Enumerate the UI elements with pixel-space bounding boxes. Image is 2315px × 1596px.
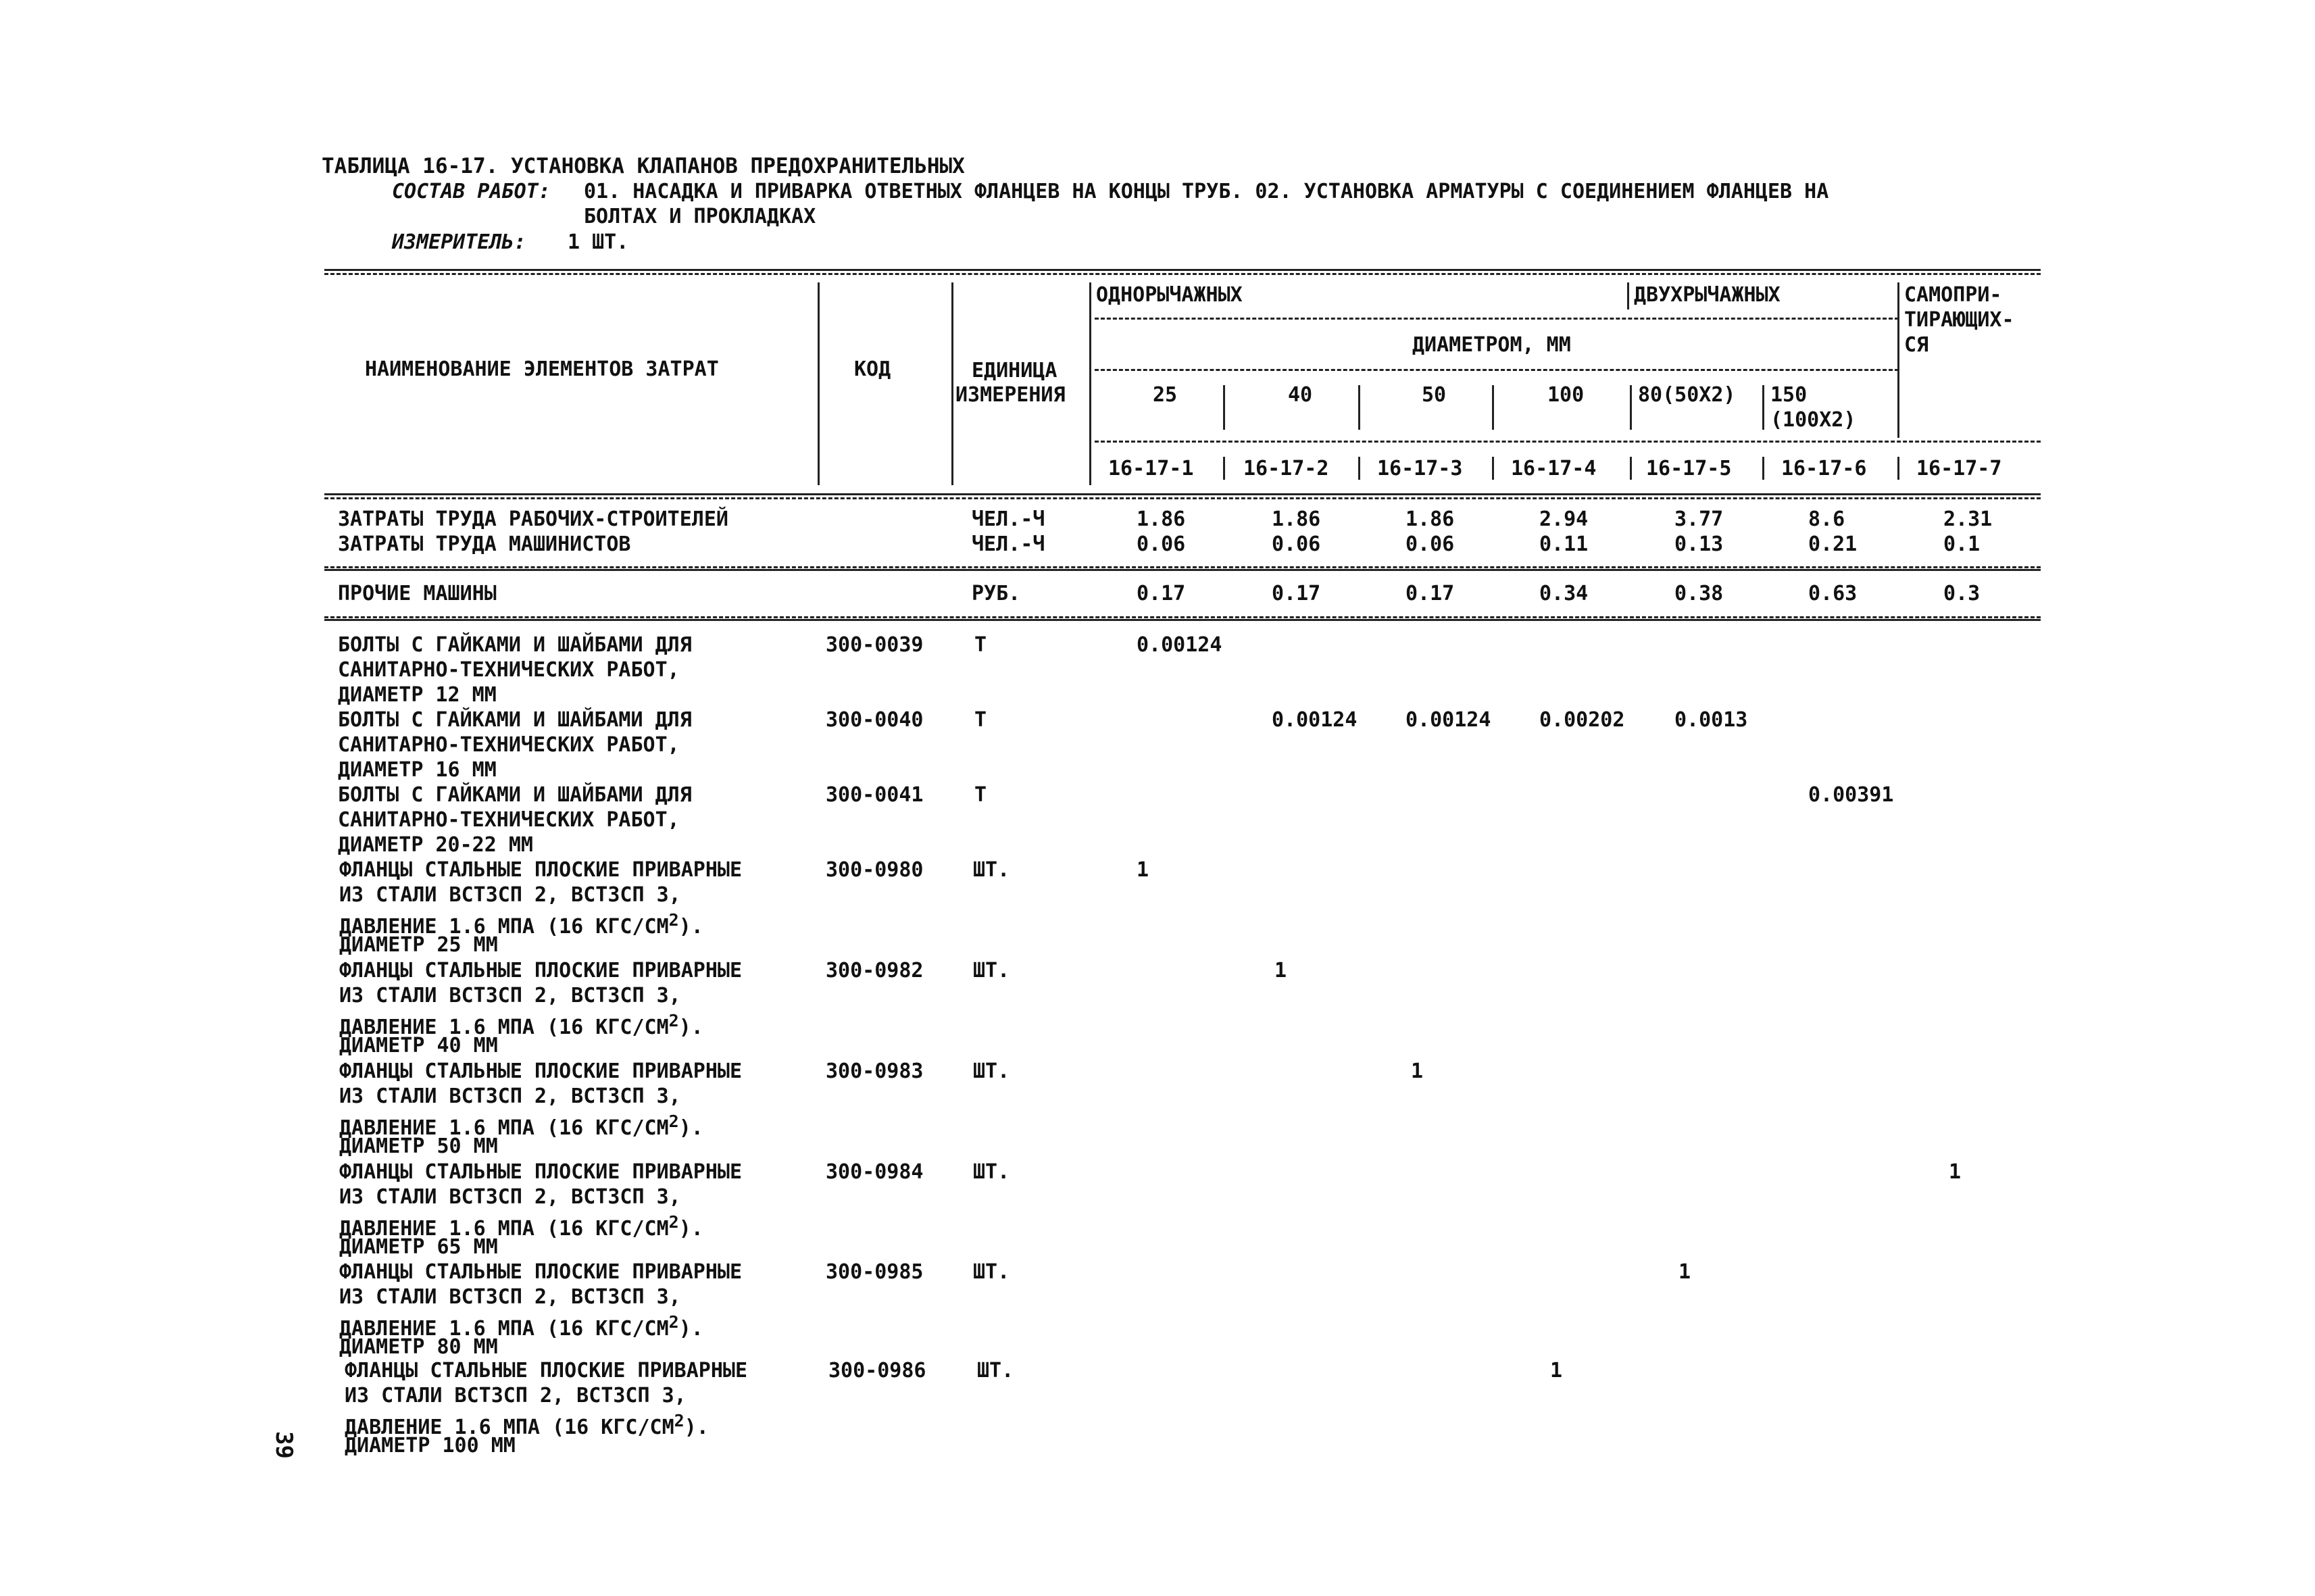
material-code: 300-0040 bbox=[826, 708, 924, 732]
material-code: 300-0985 bbox=[826, 1260, 924, 1284]
material-unit: Т bbox=[974, 708, 987, 732]
labor-bottom-rule-solid bbox=[324, 569, 2041, 571]
material-value: 0.00124 bbox=[1272, 708, 1358, 732]
unit-value: 1 ШТ. bbox=[568, 230, 629, 254]
group-divider bbox=[1095, 318, 1899, 320]
header-bottom-rule bbox=[324, 493, 2041, 495]
col-sep-d6 bbox=[1762, 385, 1764, 430]
material-line: САНИТАРНО-ТЕХНИЧЕСКИХ РАБОТ, bbox=[338, 658, 680, 682]
row-value: 0.1 bbox=[1943, 532, 1981, 556]
row-value: 2.31 bbox=[1943, 507, 1993, 531]
code-16-17-4: 16-17-4 bbox=[1511, 457, 1597, 480]
row-value: 0.34 bbox=[1539, 582, 1589, 605]
material-line: ДИАМЕТР 40 ММ bbox=[339, 1034, 498, 1057]
material-line-pressure: ДАВЛЕНИЕ 1.6 МПА (16 КГС/$СМ^2$). bbox=[339, 1312, 703, 1341]
diameter-80: 80(50Х2) bbox=[1638, 383, 1736, 407]
machines-bottom-rule bbox=[324, 616, 2041, 618]
material-unit: Т bbox=[974, 633, 987, 657]
material-code: 300-0980 bbox=[826, 858, 924, 882]
material-line: ФЛАНЦЫ СТАЛЬНЫЕ ПЛОСКИЕ ПРИВАРНЫЕ bbox=[339, 858, 743, 882]
row-value: 0.38 bbox=[1674, 582, 1724, 605]
material-line: ИЗ СТАЛИ ВСТ3СП 2, ВСТ3СП 3, bbox=[339, 1285, 681, 1309]
table-top-rule bbox=[324, 269, 2041, 271]
material-line: БОЛТЫ С ГАЙКАМИ И ШАЙБАМИ ДЛЯ bbox=[338, 708, 692, 732]
row-unit: РУБ. bbox=[972, 582, 1021, 605]
col-sep-code bbox=[818, 282, 820, 485]
row-value: 0.17 bbox=[1137, 582, 1186, 605]
col-header-code: КОД bbox=[854, 357, 891, 381]
code-16-17-6: 16-17-6 bbox=[1781, 457, 1867, 480]
code-sep-7 bbox=[1897, 457, 1899, 480]
material-line: ФЛАНЦЫ СТАЛЬНЫЕ ПЛОСКИЕ ПРИВАРНЫЕ bbox=[339, 1260, 743, 1284]
col-sep-unit bbox=[951, 282, 953, 485]
table-title: ТАБЛИЦА 16-17. УСТАНОВКА КЛАПАНОВ ПРЕДОХРАНИТЕЛЬНЫХ bbox=[322, 154, 965, 178]
row-value: 0.21 bbox=[1808, 532, 1858, 556]
composition-line-1: 01. НАСАДКА И ПРИВАРКА ОТВЕТНЫХ ФЛАНЦЕВ НА КОНЦЫ ТРУБ. 02. УСТАНОВКА АРМАТУРЫ С СОЕДИНЕНИЕМ ФЛАНЦЕВ НА bbox=[584, 180, 1829, 203]
material-code: 300-0983 bbox=[826, 1059, 924, 1083]
col-sep-group3 bbox=[1897, 282, 1899, 438]
row-value: 0.17 bbox=[1405, 582, 1455, 605]
material-line: ФЛАНЦЫ СТАЛЬНЫЕ ПЛОСКИЕ ПРИВАРНЫЕ bbox=[345, 1359, 748, 1382]
material-unit: ШТ. bbox=[977, 1359, 1014, 1382]
material-line: БОЛТЫ С ГАЙКАМИ И ШАЙБАМИ ДЛЯ bbox=[338, 783, 692, 807]
col-sep-group2 bbox=[1627, 282, 1629, 309]
col-header-diameter: ДИАМЕТРОМ, ММ bbox=[1412, 333, 1571, 357]
material-value: 0.00124 bbox=[1405, 708, 1491, 732]
row-value: 3.77 bbox=[1674, 507, 1724, 531]
row-value: 0.06 bbox=[1137, 532, 1186, 556]
material-line: ДИАМЕТР 50 ММ bbox=[339, 1134, 498, 1158]
material-line-pressure: ДАВЛЕНИЕ 1.6 МПА (16 КГС/$СМ^2$). bbox=[339, 910, 703, 939]
material-unit: ШТ. bbox=[973, 1160, 1010, 1184]
material-value: 1 bbox=[1411, 1059, 1424, 1083]
col-header-group1: ОДНОРЫЧАЖНЫХ bbox=[1096, 283, 1243, 307]
labor-bottom-rule bbox=[324, 566, 2041, 568]
col-sep-d3 bbox=[1358, 385, 1360, 430]
material-value: 1 bbox=[1678, 1260, 1691, 1284]
diameter-25: 25 bbox=[1153, 383, 1178, 407]
material-line-pressure: ДАВЛЕНИЕ 1.6 МПА (16 КГС/$СМ^2$). bbox=[339, 1112, 703, 1140]
table-top-rule-dash bbox=[324, 273, 2041, 275]
row-name: ПРОЧИЕ МАШИНЫ bbox=[338, 582, 497, 605]
row-value: 1.86 bbox=[1137, 507, 1186, 531]
material-unit: ШТ. bbox=[973, 1059, 1010, 1083]
col-sep-d4 bbox=[1492, 385, 1494, 430]
row-value: 0.11 bbox=[1539, 532, 1589, 556]
diameter-100: 100 bbox=[1547, 383, 1585, 407]
material-value: 0.0013 bbox=[1674, 708, 1748, 732]
diameter-150: 150 bbox=[1770, 383, 1808, 407]
code-16-17-5: 16-17-5 bbox=[1646, 457, 1732, 480]
col-header-group3-1: САМОПРИ- bbox=[1904, 283, 2002, 307]
code-sep-3 bbox=[1358, 457, 1360, 480]
material-code: 300-0041 bbox=[826, 783, 924, 807]
material-line-pressure: ДАВЛЕНИЕ 1.6 МПА (16 КГС/$СМ^2$). bbox=[339, 1212, 703, 1241]
material-line: ИЗ СТАЛИ ВСТ3СП 2, ВСТ3СП 3, bbox=[339, 1084, 681, 1108]
material-line: ДИАМЕТР 80 ММ bbox=[339, 1335, 498, 1359]
col-header-unit-2: ИЗМЕРЕНИЯ bbox=[955, 383, 1066, 407]
material-line-pressure: ДАВЛЕНИЕ 1.6 МПА (16 КГС/$СМ^2$). bbox=[339, 1011, 703, 1039]
col-header-group2: ДВУХРЫЧАЖНЫХ bbox=[1634, 283, 1781, 307]
row-value: 0.06 bbox=[1405, 532, 1455, 556]
row-name: ЗАТРАТЫ ТРУДА РАБОЧИХ-СТРОИТЕЛЕЙ bbox=[338, 507, 728, 531]
material-value: 1 bbox=[1137, 858, 1149, 882]
page-number: 39 bbox=[270, 1431, 297, 1459]
material-line: ДИАМЕТР 25 ММ bbox=[339, 933, 498, 957]
material-value: 0.00124 bbox=[1137, 633, 1222, 657]
material-line: САНИТАРНО-ТЕХНИЧЕСКИХ РАБОТ, bbox=[338, 808, 680, 832]
diameter-150-sub: (100Х2) bbox=[1770, 408, 1856, 432]
row-unit: ЧЕЛ.-Ч bbox=[972, 532, 1045, 556]
material-code: 300-0982 bbox=[826, 959, 924, 982]
diameter-divider bbox=[1095, 369, 1899, 371]
material-code: 300-0984 bbox=[826, 1160, 924, 1184]
code-16-17-7: 16-17-7 bbox=[1916, 457, 2002, 480]
material-line: ИЗ СТАЛИ ВСТ3СП 2, ВСТ3СП 3, bbox=[339, 1185, 681, 1209]
code-sep-5 bbox=[1630, 457, 1632, 480]
material-line: САНИТАРНО-ТЕХНИЧЕСКИХ РАБОТ, bbox=[338, 733, 680, 757]
row-value: 0.13 bbox=[1674, 532, 1724, 556]
machines-bottom-rule-solid bbox=[324, 619, 2041, 621]
unit-label: ИЗМЕРИТЕЛЬ: bbox=[392, 230, 526, 254]
material-line: ДИАМЕТР 65 ММ bbox=[339, 1235, 498, 1259]
material-unit: ШТ. bbox=[973, 959, 1010, 982]
material-line: ДИАМЕТР 20-22 ММ bbox=[338, 833, 533, 857]
material-code: 300-0986 bbox=[828, 1359, 926, 1382]
material-line-pressure: ДАВЛЕНИЕ 1.6 МПА (16 КГС/$СМ^2$). bbox=[345, 1411, 709, 1439]
codes-divider bbox=[1095, 441, 2041, 443]
row-value: 0.17 bbox=[1272, 582, 1321, 605]
code-sep-6 bbox=[1762, 457, 1764, 480]
material-line: ФЛАНЦЫ СТАЛЬНЫЕ ПЛОСКИЕ ПРИВАРНЫЕ bbox=[339, 959, 743, 982]
col-header-group3-2: ТИРАЮЩИХ- bbox=[1904, 308, 2014, 332]
material-value: 1 bbox=[1274, 959, 1287, 982]
diameter-40: 40 bbox=[1288, 383, 1313, 407]
col-sep-d5 bbox=[1630, 385, 1632, 430]
code-16-17-2: 16-17-2 bbox=[1243, 457, 1329, 480]
material-unit: ШТ. bbox=[973, 858, 1010, 882]
material-line: ФЛАНЦЫ СТАЛЬНЫЕ ПЛОСКИЕ ПРИВАРНЫЕ bbox=[339, 1059, 743, 1083]
material-line: ИЗ СТАЛИ ВСТ3СП 2, ВСТ3СП 3, bbox=[345, 1384, 687, 1407]
col-header-name: НАИМЕНОВАНИЕ ЭЛЕМЕНТОВ ЗАТРАТ bbox=[365, 357, 719, 381]
material-value: 1 bbox=[1949, 1160, 1962, 1184]
material-line: ДИАМЕТР 16 ММ bbox=[338, 758, 497, 782]
row-value: 0.06 bbox=[1272, 532, 1321, 556]
row-value: 1.86 bbox=[1272, 507, 1321, 531]
row-value: 0.63 bbox=[1808, 582, 1858, 605]
material-line: ИЗ СТАЛИ ВСТ3СП 2, ВСТ3СП 3, bbox=[339, 883, 681, 907]
col-header-unit-1: ЕДИНИЦА bbox=[972, 359, 1057, 382]
material-line: ДИАМЕТР 100 ММ bbox=[345, 1434, 516, 1457]
row-value: 1.86 bbox=[1405, 507, 1455, 531]
material-value: 1 bbox=[1550, 1359, 1563, 1382]
material-code: 300-0039 bbox=[826, 633, 924, 657]
row-value: 8.6 bbox=[1808, 507, 1845, 531]
material-line: ФЛАНЦЫ СТАЛЬНЫЕ ПЛОСКИЕ ПРИВАРНЫЕ bbox=[339, 1160, 743, 1184]
row-unit: ЧЕЛ.-Ч bbox=[972, 507, 1045, 531]
material-unit: Т bbox=[974, 783, 987, 807]
col-sep-d2 bbox=[1223, 385, 1225, 430]
code-sep-2 bbox=[1223, 457, 1225, 480]
code-16-17-3: 16-17-3 bbox=[1377, 457, 1463, 480]
code-16-17-1: 16-17-1 bbox=[1108, 457, 1194, 480]
material-value: 0.00391 bbox=[1808, 783, 1894, 807]
diameter-50: 50 bbox=[1422, 383, 1447, 407]
material-line: БОЛТЫ С ГАЙКАМИ И ШАЙБАМИ ДЛЯ bbox=[338, 633, 692, 657]
composition-label: СОСТАВ РАБОТ: bbox=[392, 180, 551, 203]
col-sep-values bbox=[1089, 282, 1091, 485]
material-value: 0.00202 bbox=[1539, 708, 1625, 732]
material-line: ДИАМЕТР 12 ММ bbox=[338, 683, 497, 707]
composition-line-2: БОЛТАХ И ПРОКЛАДКАХ bbox=[584, 205, 816, 228]
header-bottom-rule-dash bbox=[324, 497, 2041, 499]
code-sep-4 bbox=[1492, 457, 1494, 480]
col-header-group3-3: СЯ bbox=[1904, 333, 1929, 357]
material-unit: ШТ. bbox=[973, 1260, 1010, 1284]
row-value: 0.3 bbox=[1943, 582, 1981, 605]
row-name: ЗАТРАТЫ ТРУДА МАШИНИСТОВ bbox=[338, 532, 631, 556]
row-value: 2.94 bbox=[1539, 507, 1589, 531]
material-line: ИЗ СТАЛИ ВСТ3СП 2, ВСТ3СП 3, bbox=[339, 984, 681, 1007]
